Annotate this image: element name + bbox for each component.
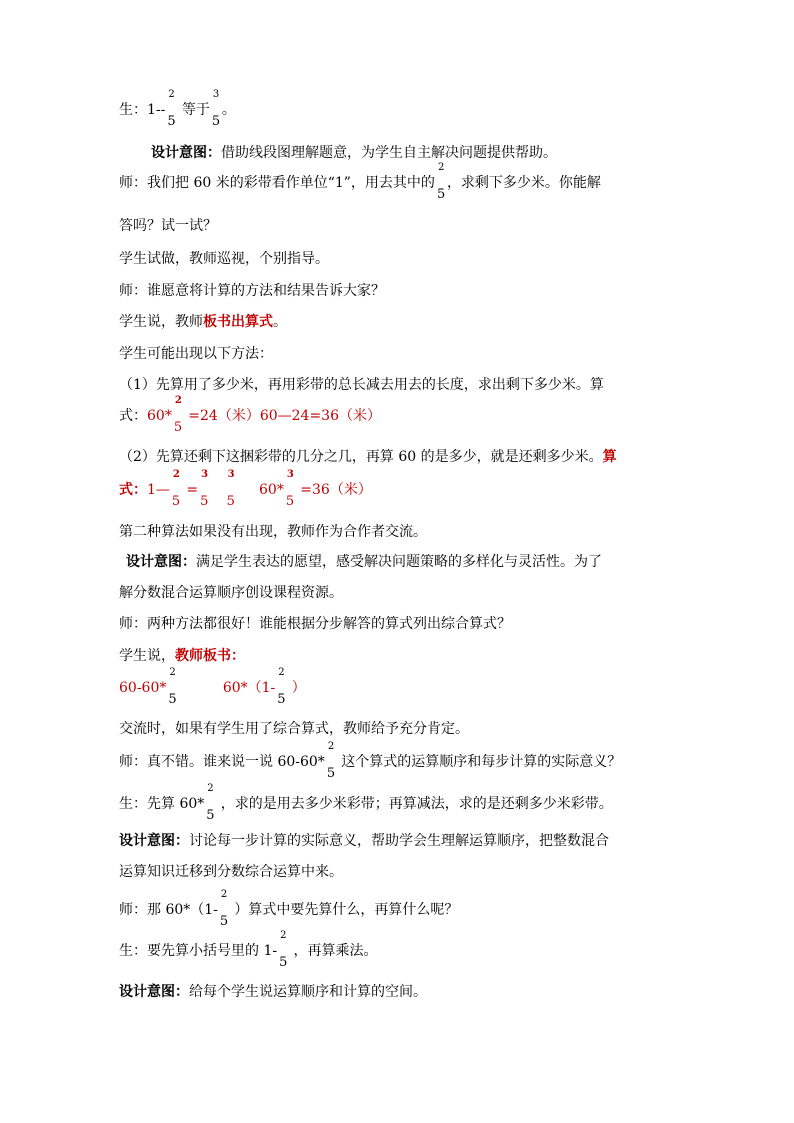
numerator: 2 [207,783,214,794]
text: ，求的是用去多少米彩带；再算减法，求的是还剩多少米彩带。 [220,796,613,812]
fraction [170,469,182,509]
method-1-description [119,376,604,394]
line-text [119,282,385,300]
text: （1）先算用了多少米，再用彩带的总长减去用去的长度，求出剩下多少米。算 [119,377,604,393]
numerator: 3 [212,89,220,100]
text: 学生可能出现以下方法： [119,346,273,362]
text: 给每个学生说运算顺序和计算的空间。 [189,984,427,1000]
text: 师：两种方法都很好！谁能根据分步解答的算式列出综合算式？ [119,616,511,632]
formula-text: = [186,482,199,498]
text: 。 [221,102,236,118]
denominator: 5 [200,494,209,509]
denominator: 5 [326,766,336,781]
formula [147,395,381,435]
highlight-text: 算 [602,449,617,465]
design-intent-4 [119,983,427,1001]
text: 学生说， [119,648,175,664]
numerator: 2 [278,667,285,678]
formula-text: 60-60* [119,680,167,696]
numerator: 2 [169,667,176,678]
text: 借助线段图理解题意，为学生自主解决问题提供帮助。 [221,145,557,161]
line-text [119,250,329,268]
fraction [435,162,447,202]
text: 等于 [181,102,210,118]
design-intent-label: 设计意图： [126,554,196,570]
fraction [277,930,289,970]
fraction [325,741,337,781]
line-teacher-question [119,162,601,202]
text: 师：那 60*（1- [119,902,218,918]
line-text [119,584,343,602]
combined-formulas [119,667,306,707]
method-1-formula [119,395,381,435]
design-intent-3 [119,832,609,850]
fraction [218,889,230,929]
text: 师：我们把 60 米的彩带看作单位“1”，用去其中的 [119,175,435,191]
highlight-text: 板书出算式 [203,314,273,330]
denominator: 5 [206,808,215,823]
line-teacher-question-3 [119,889,459,929]
fraction [210,89,222,129]
text: 师：谁愿意将计算的方法和结果告诉大家？ [119,283,385,299]
fraction [166,667,178,707]
method-2-description [119,448,617,466]
denominator: 5 [211,114,221,129]
text: ）算式中要先算什么，再算什么呢？ [234,902,459,918]
numerator: 2 [168,89,175,100]
formula [147,469,372,509]
denominator: 5 [279,955,288,970]
formula-text: =36（米） [300,482,372,498]
numerator: 3 [201,469,209,480]
formula-text: 60* [259,482,284,498]
line-text [119,217,217,235]
text: 生：1-- [119,102,166,118]
text: ，求剩下多少米。你能解 [446,175,601,191]
numerator: 3 [227,469,235,480]
formula [119,667,306,707]
numerator: 2 [220,889,228,900]
text: 答吗？试一试？ [119,218,217,234]
design-intent-label: 设计意图： [119,984,189,1000]
fraction [275,667,287,707]
text: 满足学生表达的愿望，感受解决问题策略的多样化与灵活性。为了 [196,554,602,570]
line-board-writing-2 [119,647,245,665]
numerator: 2 [327,741,335,752]
line-text [119,345,273,363]
text: 生：先算 60* [119,796,205,812]
text: （2）先算还剩下这捆彩带的几分之几，再算 60 的是多少，就是还剩多少米。 [119,449,603,465]
text: 第二种算法如果没有出现，教师作为合作者交流。 [119,524,427,540]
line-text [119,863,343,881]
text: 学生说，教师 [119,314,203,330]
denominator: 5 [285,494,295,509]
denominator: 5 [167,114,176,129]
formula-text: 60* [147,408,172,424]
fraction [225,469,237,509]
line-student-answer-3 [119,930,378,970]
line-student-answer-1 [119,89,236,129]
denominator: 5 [219,914,229,929]
denominator: 5 [226,494,235,509]
formula-text: =24（米）60—24=36（米） [188,408,381,424]
text: 。 [273,314,287,330]
fraction [284,469,296,509]
line-text [119,523,427,541]
fraction [204,783,216,823]
text: 运算知识迁移到分数综合运算中来。 [119,864,343,880]
text: 师：真不错。谁来说一说 60-60* [119,754,325,770]
fraction [172,395,184,435]
formula-text: ） [291,680,306,696]
design-intent-1 [151,144,557,162]
denominator: 5 [277,692,286,707]
line-text [119,720,469,738]
text: 式： [119,408,147,424]
highlight-text: 式： [119,482,147,498]
design-intent-label: 设计意图： [119,833,189,849]
text: ，再算乘法。 [293,943,378,959]
line-teacher-question-2 [119,741,622,781]
highlight-text: 教师板书： [175,648,245,664]
method-2-formula [119,469,372,509]
denominator: 5 [171,494,181,509]
numerator: 2 [172,469,180,480]
numerator: 2 [174,395,182,406]
numerator: 2 [437,162,445,173]
formula-text: 1— [147,482,170,498]
text: 生：要先算小括号里的 1- [119,943,278,959]
denominator: 5 [168,692,177,707]
denominator: 5 [436,187,446,202]
text: 交流时，如果有学生用了综合算式，教师给予充分肯定。 [119,721,469,737]
text: 学生试做，教师巡视，个别指导。 [119,251,329,267]
line-text [119,615,511,633]
design-intent-label: 设计意图： [151,145,221,161]
fraction [165,89,177,129]
text: 讨论每一步计算的实际意义，帮助学会生理解运算顺序，把整数混合 [189,833,609,849]
text: 解分数混合运算顺序创设课程资源。 [119,585,343,601]
denominator: 5 [173,420,183,435]
numerator: 2 [280,930,287,941]
design-intent-2 [126,553,602,571]
numerator: 3 [286,469,294,480]
text: 这个算式的运算顺序和每步计算的实际意义？ [341,754,622,770]
line-board-writing [119,313,287,331]
fraction [198,469,210,509]
formula-text: 60*（1- [222,680,276,696]
line-student-answer-2 [119,783,613,823]
